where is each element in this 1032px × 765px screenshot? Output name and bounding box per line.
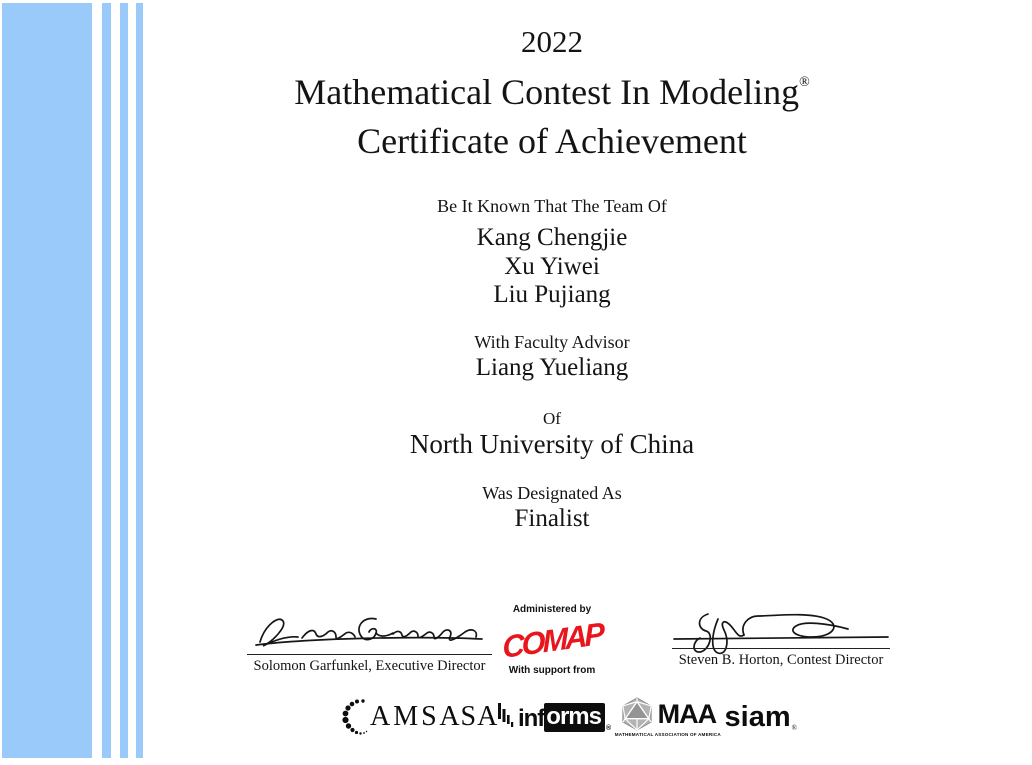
siam-logo-text: siam [724,700,791,733]
ams-logo [342,697,440,737]
siam-registered-mark: ® [791,723,797,732]
support-from-label: With support from [508,665,596,676]
contest-director-name: Steven B. Horton, Contest Director [678,652,884,668]
advisor-name: Liang Yueliang [475,354,629,381]
maa-caption-text: MATHEMATICAL ASSOCIATION OF AMERICA [614,732,721,737]
contest-title-text: Mathematical Contest In Modeling [294,72,800,112]
registered-trademark-mark: ® [799,75,810,90]
garfunkel-signature-icon [252,608,487,654]
advisor-intro-text: With Faculty Advisor [474,332,630,352]
maa-logo-row [620,697,717,731]
team-member-3: Liu Pujiang [493,281,611,308]
asa-bars-icon [498,703,514,731]
team-intro-text: Be It Known That The Team Of [437,196,667,216]
team-member-2: Xu Yiwei [504,252,600,280]
sponsor-logos-row [342,694,797,740]
administered-by-label: Administered by [512,604,592,615]
ams-logo-text: AMS [370,701,440,732]
team-member-list [142,224,962,310]
executive-director-signature-block [247,608,492,675]
comap-logo: COMAP [501,615,603,666]
ribbon-band [2,3,92,758]
contest-title [142,71,962,113]
left-signature-line [247,654,492,655]
of-label: Of [543,409,561,428]
contest-year: 2022 [521,24,583,59]
right-signature-line [672,648,890,649]
ams-dots-icon [342,697,368,737]
maa-icosahedron-icon [620,697,654,731]
certificate-subtitle: Certificate of Achievement [357,121,747,161]
maa-logo-text: MAA [657,698,717,729]
informs-logo-prefix: inf [517,704,545,732]
siam-logo [724,700,797,733]
designation-intro-text: Was Designated As [482,483,622,503]
asa-logo [439,701,514,733]
institution-name: North University of China [409,429,695,459]
administered-by-block [497,604,607,676]
informs-registered-mark: ® [605,724,612,732]
informs-logo [518,703,611,732]
contest-director-signature-block [672,606,890,669]
executive-director-name: Solomon Garfunkel, Executive Director [253,658,486,674]
ribbon-stripe-1 [102,3,111,758]
maa-logo [615,697,721,737]
team-member-1: Kang Chengjie [476,224,628,251]
ribbon-stripe-2 [120,3,128,758]
designation-result: Finalist [514,505,590,532]
certificate-body [142,0,962,765]
asa-logo-text: ASA [439,701,499,732]
informs-logo-box: orms [544,703,605,732]
